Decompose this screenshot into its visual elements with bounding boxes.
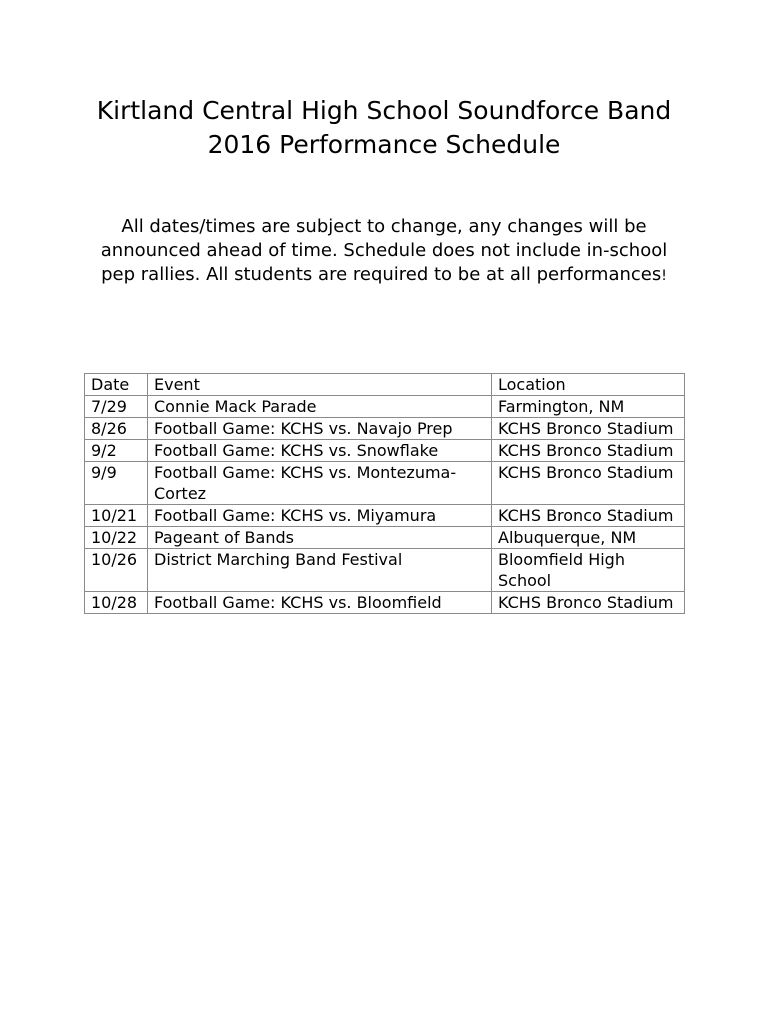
notice-text: All dates/times are subject to change, any changes will be announced ahead of time. Schedule does not include in-school pep rallies. All students are required to be at all performances [100, 216, 668, 285]
cell-date: 10/28 [85, 592, 148, 614]
table-row [85, 440, 685, 462]
notice-exclamation: ! [661, 268, 667, 284]
table-row [85, 592, 685, 614]
cell-event: Connie Mack Parade [148, 396, 492, 418]
table-row [85, 418, 685, 440]
header-event: Event [148, 374, 492, 396]
cell-location: KCHS Bronco Stadium [492, 440, 685, 462]
cell-location: Bloomfield High School [492, 549, 685, 592]
title-line-band: Kirtland Central High School Soundforce Band [96, 96, 672, 125]
cell-date: 7/29 [85, 396, 148, 418]
table-header-row [85, 374, 685, 396]
table-row [85, 462, 685, 505]
cell-date: 9/2 [85, 440, 148, 462]
cell-location: KCHS Bronco Stadium [492, 505, 685, 527]
page-title [84, 94, 684, 162]
schedule-notice [84, 215, 684, 288]
cell-event: District Marching Band Festival [148, 549, 492, 592]
cell-location: KCHS Bronco Stadium [492, 462, 685, 505]
cell-event: Football Game: KCHS vs. Miyamura [148, 505, 492, 527]
schedule-table [84, 373, 685, 614]
title-line-schedule: 2016 Performance Schedule [207, 130, 561, 159]
table-row [85, 505, 685, 527]
table-row [85, 527, 685, 549]
table-row [85, 396, 685, 418]
cell-location: Farmington, NM [492, 396, 685, 418]
cell-event: Football Game: KCHS vs. Navajo Prep [148, 418, 492, 440]
cell-date: 8/26 [85, 418, 148, 440]
cell-event: Football Game: KCHS vs. Snowflake [148, 440, 492, 462]
cell-location: Albuquerque, NM [492, 527, 685, 549]
cell-date: 9/9 [85, 462, 148, 505]
header-date: Date [85, 374, 148, 396]
cell-event: Football Game: KCHS vs. Montezuma-Cortez [148, 462, 492, 505]
table-row [85, 549, 685, 592]
cell-date: 10/26 [85, 549, 148, 592]
cell-event: Football Game: KCHS vs. Bloomfield [148, 592, 492, 614]
cell-date: 10/22 [85, 527, 148, 549]
cell-date: 10/21 [85, 505, 148, 527]
header-location: Location [492, 374, 685, 396]
cell-location: KCHS Bronco Stadium [492, 418, 685, 440]
cell-event: Pageant of Bands [148, 527, 492, 549]
cell-location: KCHS Bronco Stadium [492, 592, 685, 614]
